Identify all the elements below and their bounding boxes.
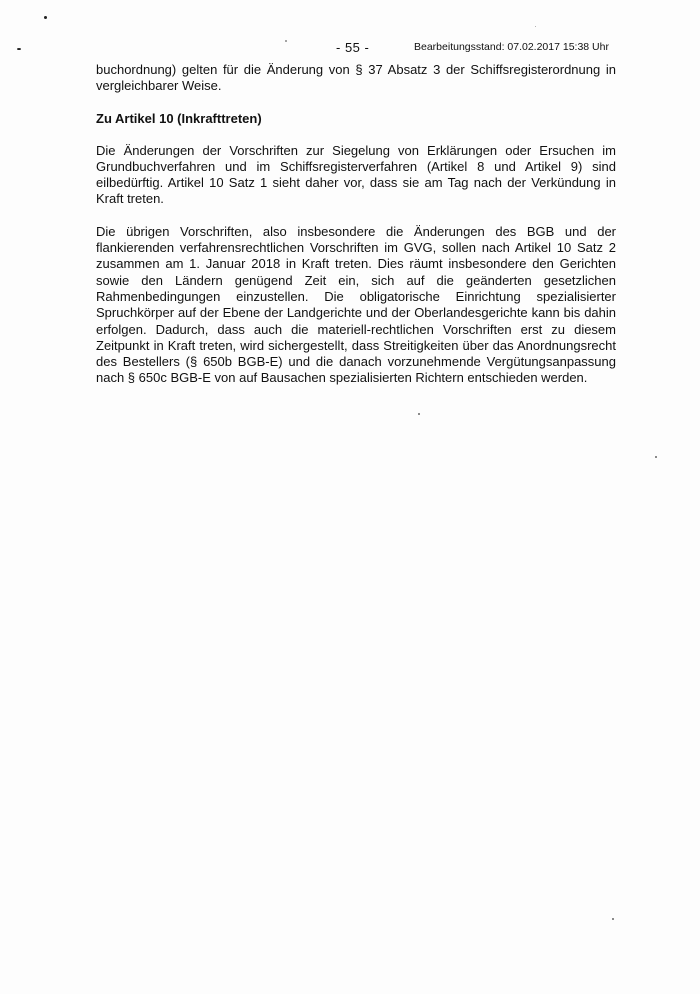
section-heading: Zu Artikel 10 (Inkrafttreten) [96,110,262,126]
paragraph: Die Änderungen der Vorschriften zur Siegelung von Erklärungen oder Ersuchen im Grundbuchverfahren und im Schiffsregisterverfahren (Artikel 8 und Artikel 9) sind eilbedürftig. Artikel 10 Satz 1 sieht daher vor, dass sie am Tag nach der Verkündung in Kraft treten. [96,142,616,207]
paragraph: Die übrigen Vorschriften, also insbesondere die Änderungen des BGB und der flankierenden verfahrensrechtlichen Vorschriften im GVG, sollen nach Artikel 10 Satz 2 zusammen am 1. Januar 2018 in Kraft treten. Dies räumt insbesondere den Gerichten sowie den Ländern genügend Zeit ein, sich auf die geänderten gesetzlichen Rahmenbedingungen einzustellen. Die obligatorische Einrichtung spezialisierter Spruchkörper auf der Ebene der Landgerichte und der Oberlandesgerichte kann bis dahin erfolgen. Dadurch, dass auch die materiell-rechtlichen Vorschriften erst zu diesem Zeitpunkt in Kraft treten, wird sichergestellt, dass Streitigkeiten über das Anordnungsrecht des Bestellers (§ 650b BGB-E) und die danach vorzunehmende Vergütungsanpassung nach § 650c BGB-E von auf Bausachen spezialisierten Richtern entschieden werden. [96,223,616,386]
edit-status: Bearbeitungsstand: 07.02.2017 15:38 Uhr [414,41,609,53]
scan-speck [418,413,420,415]
page-header [0,40,700,56]
scan-speck [612,918,614,920]
scan-speck [535,26,536,27]
page-number: - 55 - [336,40,370,55]
scan-speck [655,456,657,458]
document-body [96,62,616,403]
paragraph-continuation: buchordnung) gelten für die Änderung von § 37 Absatz 3 der Schiffsregisterordnung in vergleichbarer Weise. [96,62,616,94]
scan-speck [44,16,47,19]
